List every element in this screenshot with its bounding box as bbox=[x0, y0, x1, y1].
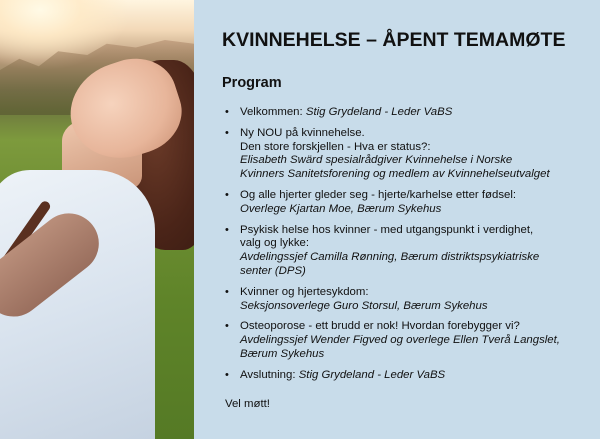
closing-greeting: Vel møtt! bbox=[225, 398, 270, 410]
item-topic: Den store forskjellen - Hva er status?: bbox=[240, 140, 431, 153]
program-item-mental-health bbox=[222, 224, 592, 279]
program-item-welcome bbox=[222, 106, 592, 120]
item-topic: Avslutning: bbox=[240, 368, 299, 381]
item-topic: Osteoporose - ett brudd er nok! Hvordan forebygger vi? bbox=[240, 320, 520, 333]
item-speaker: senter (DPS) bbox=[240, 264, 306, 277]
hero-photo bbox=[0, 0, 194, 439]
bullet-icon: • bbox=[225, 320, 229, 333]
program-list bbox=[222, 106, 592, 390]
program-item-closing bbox=[222, 369, 592, 383]
bullet-icon: • bbox=[225, 368, 229, 381]
bullet-icon: • bbox=[225, 126, 229, 139]
bullet-icon: • bbox=[225, 223, 229, 236]
bullet-icon: • bbox=[225, 285, 229, 298]
page-title: KVINNEHELSE – ÅPENT TEMAMØTE bbox=[222, 29, 566, 51]
item-topic: Velkommen: bbox=[240, 106, 306, 118]
item-speaker: Elisabeth Swärd spesialrådgiver Kvinnehelse i Norske bbox=[240, 154, 513, 167]
item-speaker: Seksjonsoverlege Guro Storsul, Bærum Sykehus bbox=[240, 299, 488, 312]
item-speaker: Stig Grydeland - Leder VaBS bbox=[305, 106, 453, 118]
item-topic: Psykisk helse hos kvinner - med utgangspunkt i verdighet, bbox=[240, 223, 534, 236]
item-speaker: Avdelingssjef Camilla Rønning, Bærum distriktspsykiatriske bbox=[240, 251, 540, 264]
bullet-icon: • bbox=[225, 188, 229, 201]
program-item-heart-disease bbox=[222, 286, 592, 314]
item-speaker: Kvinners Sanitetsforening og medlem av Kvinnehelseutvalget bbox=[240, 168, 550, 181]
item-speaker: Avdelingssjef Wender Figved og overlege Ellen Tverå Langslet, bbox=[240, 334, 560, 347]
program-item-nou bbox=[222, 127, 592, 182]
item-topic: Kvinner og hjertesykdom: bbox=[240, 285, 369, 298]
program-heading: Program bbox=[222, 75, 282, 91]
program-item-heart-after-birth bbox=[222, 189, 592, 217]
item-topic: Og alle hjerter gleder seg - hjerte/karhelse etter fødsel: bbox=[240, 188, 517, 201]
item-topic: Ny NOU på kvinnehelse. bbox=[240, 126, 365, 139]
item-topic: valg og lykke: bbox=[240, 237, 310, 250]
item-speaker: Overlege Kjartan Moe, Bærum Sykehus bbox=[240, 202, 442, 215]
program-item-osteoporosis bbox=[222, 320, 592, 361]
item-speaker: Stig Grydeland - Leder VaBS bbox=[298, 368, 446, 381]
bullet-icon: • bbox=[225, 106, 229, 118]
item-speaker: Bærum Sykehus bbox=[240, 347, 325, 360]
